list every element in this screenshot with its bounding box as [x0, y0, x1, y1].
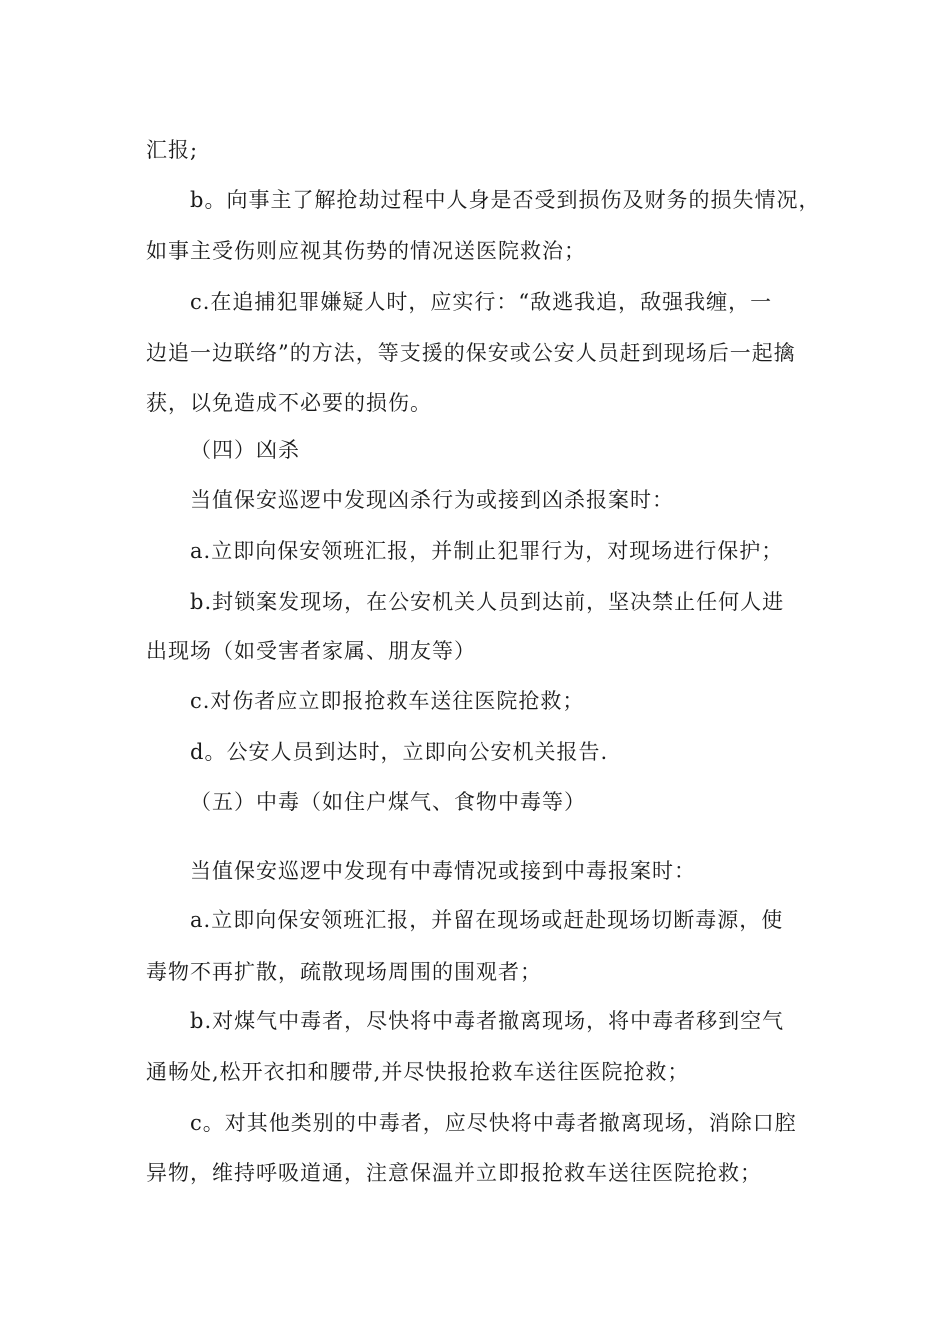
list-item-c-homicide: c.对伤者应立即报抢救车送往医院抢救；	[190, 689, 585, 713]
list-item-b-poisoning: b.对煤气中毒者，尽快将中毒者撤离现场，将中毒者移到空气	[190, 1009, 785, 1033]
section-heading-homicide: （四）凶杀	[190, 438, 300, 462]
list-item-a-poisoning: a.立即向保安领班汇报，并留在现场或赶赴现场切断毒源，使	[190, 908, 784, 932]
list-item-b-robbery: b。向事主了解抢劫过程中人身是否受到损伤及财务的损失情况，	[190, 188, 821, 212]
text-line: 获，以免造成不必要的损伤。	[146, 391, 432, 415]
section-intro-poisoning: 当值保安巡逻中发现有中毒情况或接到中毒报案时：	[190, 859, 696, 883]
list-item-c-robbery: c.在追捕犯罪嫌疑人时，应实行：“敌逃我追，敌强我缠，一	[190, 290, 773, 314]
text-line: 汇报;	[146, 138, 199, 162]
text-line: 出现场（如受害者家属、朋友等）	[146, 639, 476, 663]
text-line: 如事主受伤则应视其伤势的情况送医院救治；	[146, 239, 586, 263]
text-line: 异物，维持呼吸道通，注意保温并立即报抢救车送往医院抢救；	[146, 1161, 762, 1185]
text-line: 通畅处,松开衣扣和腰带,并尽快报抢救车送往医院抢救；	[146, 1060, 690, 1084]
text-line: 毒物不再扩散，疏散现场周围的围观者；	[146, 960, 542, 984]
section-heading-poisoning: （五）中毒（如住户煤气、食物中毒等）	[190, 790, 586, 814]
list-item-a-homicide: a.立即向保安领班汇报，并制止犯罪行为，对现场进行保护；	[190, 539, 784, 563]
list-item-c-poisoning: c。对其他类别的中毒者，应尽快将中毒者撤离现场，消除口腔	[190, 1111, 797, 1135]
list-item-d-homicide: d。公安人员到达时，立即向公安机关报告.	[190, 740, 609, 764]
section-intro-homicide: 当值保安巡逻中发现凶杀行为或接到凶杀报案时：	[190, 488, 674, 512]
list-item-b-homicide: b.封锁案发现场，在公安机关人员到达前，坚决禁止任何人进	[190, 590, 785, 614]
text-line: 边追一边联络”的方法，等支援的保安或公安人员赶到现场后一起擒	[146, 341, 796, 365]
